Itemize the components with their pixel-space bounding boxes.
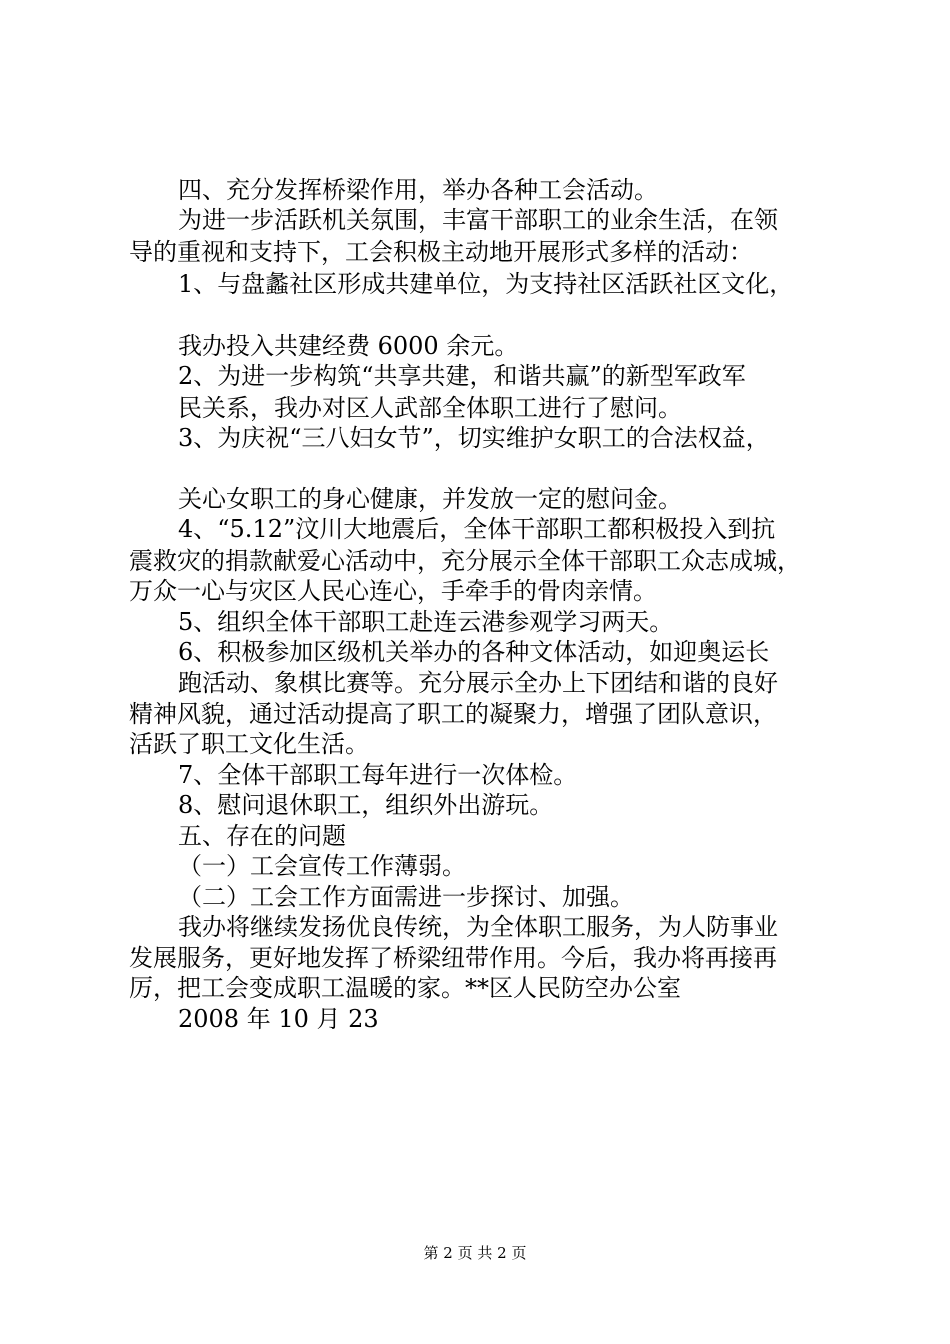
document-date: 2008 年 10 月 23 bbox=[178, 1005, 379, 1033]
list-item: 6、积极参加区级机关举办的各种文体活动，如迎奥运长 bbox=[178, 638, 770, 666]
paragraph-line: 我办将继续发扬优良传统，为全体职工服务，为人防事业 bbox=[178, 913, 778, 941]
paragraph-line: 我办投入共建经费 6000 余元。 bbox=[178, 332, 519, 360]
paragraph-line: 为进一步活跃机关氛围，丰富干部职工的业余生活，在领 bbox=[178, 206, 778, 234]
paragraph-line: 活跃了职工文化生活。 bbox=[129, 730, 369, 758]
section-heading: 四、充分发挥桥梁作用，举办各种工会活动。 bbox=[178, 176, 658, 204]
list-item: （一）工会宣传工作薄弱。 bbox=[178, 852, 466, 880]
paragraph-line: 万众一心与灾区人民心连心，手牵手的骨肉亲情。 bbox=[129, 577, 657, 605]
page-number-footer: 第 2 页 共 2 页 bbox=[423, 1244, 527, 1262]
list-item: 1、与盘蠡社区形成共建单位，为支持社区活跃社区文化， bbox=[178, 270, 794, 298]
list-item: 4、“5.12”汶川大地震后，全体干部职工都积极投入到抗 bbox=[178, 515, 776, 543]
paragraph-line: 导的重视和支持下，工会积极主动地开展形式多样的活动： bbox=[129, 238, 753, 266]
paragraph-line: 发展服务，更好地发挥了桥梁纽带作用。今后，我办将再接再 bbox=[129, 944, 777, 972]
paragraph-line: 跑活动、象棋比赛等。充分展示全办上下团结和谐的良好 bbox=[178, 669, 778, 697]
list-item: 3、为庆祝“三八妇女节”，切实维护女职工的合法权益， bbox=[178, 424, 770, 452]
list-item: 7、全体干部职工每年进行一次体检。 bbox=[178, 761, 578, 789]
list-item: （二）工会工作方面需进一步探讨、加强。 bbox=[178, 883, 634, 911]
list-item: 2、为进一步构筑“共享共建，和谐共赢”的新型军政军 bbox=[178, 362, 746, 390]
list-item: 5、组织全体干部职工赴连云港参观学习两天。 bbox=[178, 608, 674, 636]
paragraph-line: 民关系，我办对区人武部全体职工进行了慰问。 bbox=[178, 394, 682, 422]
section-heading: 五、存在的问题 bbox=[178, 822, 346, 850]
paragraph-line: 厉，把工会变成职工温暖的家。**区人民防空办公室 bbox=[129, 974, 681, 1002]
paragraph-line: 精神风貌，通过活动提高了职工的凝聚力，增强了团队意识， bbox=[129, 700, 777, 728]
paragraph-line: 关心女职工的身心健康，并发放一定的慰问金。 bbox=[178, 485, 682, 513]
paragraph-line: 震救灾的捐款献爱心活动中，充分展示全体干部职工众志成城， bbox=[129, 547, 801, 575]
list-item: 8、慰问退休职工，组织外出游玩。 bbox=[178, 791, 554, 819]
